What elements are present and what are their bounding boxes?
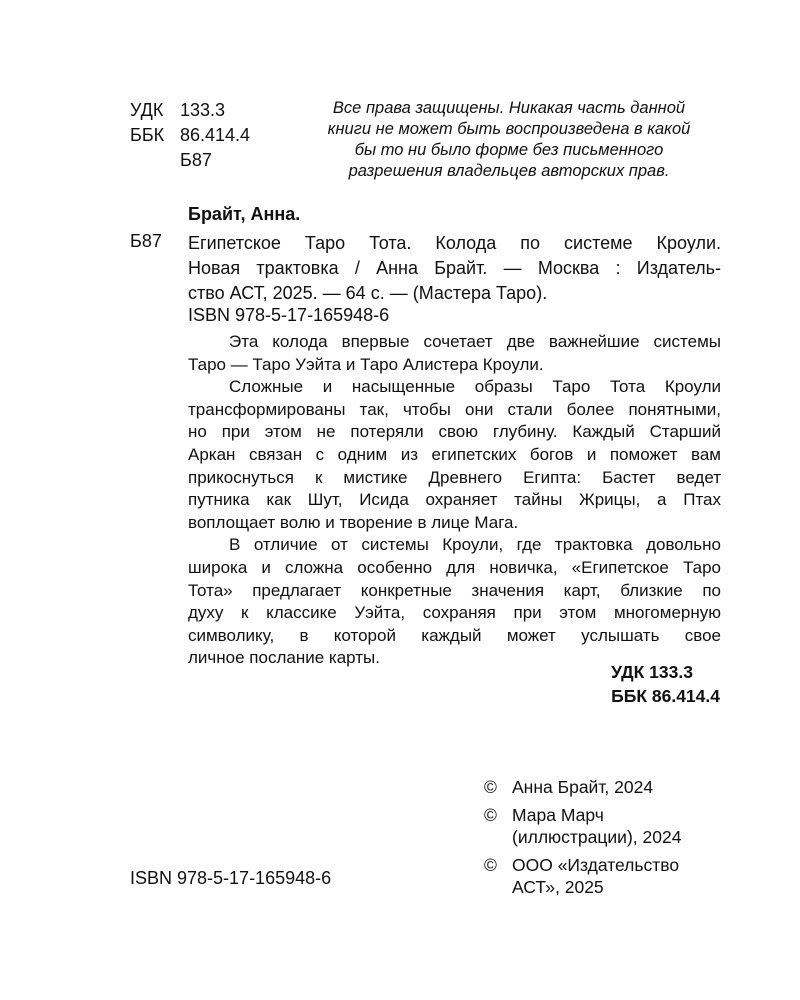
author-heading: Брайт, Анна. (188, 204, 301, 224)
copyright-line: АСТ», 2025 (512, 877, 604, 897)
biblio-line: ство АСТ, 2025. — 64 с. — (Мастера Таро). (188, 283, 548, 303)
annotation-line: духу к классике Уэйта, сохраняя при этом многомерную (188, 603, 721, 623)
udk-value: 133.3 (180, 100, 226, 120)
copyright-text (512, 804, 681, 849)
copyright-illustrator (484, 804, 681, 849)
cutter-row (130, 148, 250, 173)
rights-line: бы то ни было форме без письменного (354, 141, 664, 159)
copyright-line: (иллюстрации), 2024 (512, 827, 682, 847)
copyright-text (512, 854, 679, 899)
annotation-line: трансформированы так, чтобы они стали более понятными, (188, 399, 721, 419)
annotation-line: Эта колода впервые сочетает две важнейшие системы (229, 332, 721, 351)
cutter-mark: Б87 (130, 231, 162, 251)
bbk-label: ББК (130, 125, 165, 145)
copyright-line: ООО «Издательство (512, 854, 680, 875)
copyright-icon: © (484, 777, 497, 797)
bbk-row (130, 123, 250, 148)
udk-row (130, 98, 250, 123)
rights-line: Все права защищены. Никакая часть данной (332, 99, 686, 117)
annotation-line: Тота» предлагает конкретные значения карт, близкие по (188, 580, 721, 600)
udk-label: УДК (130, 100, 164, 120)
biblio-line: Египетское Таро Тота. Колода по системе Кроули. (188, 233, 721, 253)
copyright-text: Анна Брайт, 2024 (512, 777, 654, 797)
annotation-line: Таро — Таро Уэйта и Таро Алистера Кроули. (188, 354, 544, 374)
bbk-code: ББК 86.414.4 (611, 686, 720, 706)
copyright-author (484, 776, 681, 799)
annotation-line: символику, в которой каждый может услышать свое (188, 625, 721, 645)
author-cutter: Б87 (180, 150, 212, 170)
copyright-publisher (484, 854, 681, 899)
udk-code: УДК 133.3 (611, 662, 693, 682)
biblio-line: Новая трактовка / Анна Брайт. — Москва : Издатель- (188, 258, 721, 278)
annotation-line: широка и сложна особенно для новичка, «Египетское Таро (188, 557, 721, 577)
rights-line: разрешения владельцев авторских прав. (348, 162, 670, 180)
bibliographic-description (188, 231, 721, 306)
annotation-line: Аркан связан с одним из египетских богов и поможет вам (188, 444, 721, 464)
annotation (188, 331, 721, 670)
copyright-icon: © (484, 854, 497, 875)
annotation-line: прикоснуться к мистике Древнего Египта: Бастет ведет (188, 467, 721, 487)
annotation-line: В отличие от системы Кроули, где трактовка довольно (229, 535, 721, 555)
copyright-icon: © (484, 804, 497, 825)
isbn-record: ISBN 978-5-17-165948-6 (188, 305, 390, 325)
annotation-line: воплощает волю и творение в лице Мага. (188, 512, 519, 532)
annotation-line: но при этом не потеряли свою глубину. Каждый Старший (188, 422, 721, 442)
rights-notice (295, 98, 723, 182)
annotation-line: путника как Шут, Исида охраняет тайны Жрицы, а Птах (188, 490, 721, 510)
udk-bbk-block (611, 660, 720, 708)
annotation-line: личное послание карты. (188, 648, 380, 668)
isbn-bottom: ISBN 978-5-17-165948-6 (130, 868, 332, 888)
annotation-line: Сложные и насыщенные образы Таро Тота Кроули (229, 377, 721, 397)
copyright-block (484, 776, 681, 904)
bbk-value: 86.414.4 (180, 125, 251, 145)
copyright-line: Мара Марч (512, 804, 604, 825)
rights-line: книги не может быть воспроизведена в какой (327, 120, 691, 138)
classification-block (130, 98, 250, 173)
